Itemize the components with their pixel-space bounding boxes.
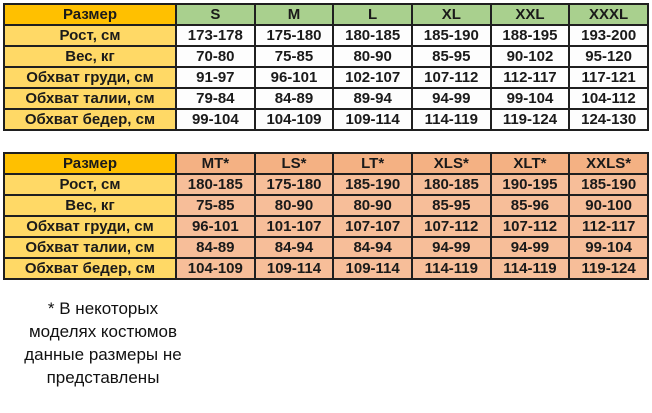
size-value-cell: 193-200 bbox=[569, 25, 648, 46]
size-value-cell: 94-99 bbox=[412, 88, 491, 109]
size-header-cell: XLT* bbox=[491, 153, 570, 174]
size-value-cell: 185-190 bbox=[333, 174, 412, 195]
size-value-cell: 96-101 bbox=[176, 216, 255, 237]
size-value-cell: 188-195 bbox=[491, 25, 570, 46]
size-value-cell: 175-180 bbox=[255, 174, 334, 195]
size-value-cell: 85-95 bbox=[412, 46, 491, 67]
size-value-cell: 104-109 bbox=[176, 258, 255, 279]
size-value-cell: 85-96 bbox=[491, 195, 570, 216]
size-value-cell: 185-190 bbox=[412, 25, 491, 46]
size-value-cell: 80-90 bbox=[333, 46, 412, 67]
table-row bbox=[4, 46, 648, 67]
size-header-cell: L bbox=[333, 4, 412, 25]
size-value-cell: 124-130 bbox=[569, 109, 648, 130]
row-label-cell: Обхват талии, см bbox=[4, 88, 176, 109]
size-value-cell: 104-112 bbox=[569, 88, 648, 109]
table-row bbox=[4, 109, 648, 130]
footnote-line: данные размеры не bbox=[24, 345, 182, 364]
size-value-cell: 180-185 bbox=[176, 174, 255, 195]
size-value-cell: 107-112 bbox=[491, 216, 570, 237]
size-header-cell: XLS* bbox=[412, 153, 491, 174]
size-value-cell: 91-97 bbox=[176, 67, 255, 88]
size-table-height-variants bbox=[3, 152, 649, 280]
size-value-cell: 180-185 bbox=[412, 174, 491, 195]
size-value-cell: 99-104 bbox=[491, 88, 570, 109]
size-value-cell: 107-112 bbox=[412, 216, 491, 237]
size-value-cell: 84-94 bbox=[333, 237, 412, 258]
size-value-cell: 112-117 bbox=[569, 216, 648, 237]
row-label-cell: Обхват груди, см bbox=[4, 67, 176, 88]
size-value-cell: 80-90 bbox=[333, 195, 412, 216]
size-value-cell: 85-95 bbox=[412, 195, 491, 216]
size-value-cell: 79-84 bbox=[176, 88, 255, 109]
row-label-cell: Обхват талии, см bbox=[4, 237, 176, 258]
size-value-cell: 114-119 bbox=[412, 109, 491, 130]
size-value-cell: 114-119 bbox=[412, 258, 491, 279]
table-row bbox=[4, 237, 648, 258]
size-value-cell: 70-80 bbox=[176, 46, 255, 67]
size-value-cell: 90-100 bbox=[569, 195, 648, 216]
size-value-cell: 99-104 bbox=[569, 237, 648, 258]
size-header-cell: XXL bbox=[491, 4, 570, 25]
size-value-cell: 107-107 bbox=[333, 216, 412, 237]
row-label-cell: Рост, см bbox=[4, 174, 176, 195]
size-value-cell: 84-89 bbox=[255, 88, 334, 109]
size-value-cell: 114-119 bbox=[491, 258, 570, 279]
size-value-cell: 94-99 bbox=[412, 237, 491, 258]
size-header-cell: XXLS* bbox=[569, 153, 648, 174]
header-row bbox=[4, 153, 648, 174]
size-value-cell: 112-117 bbox=[491, 67, 570, 88]
size-value-cell: 173-178 bbox=[176, 25, 255, 46]
size-value-cell: 99-104 bbox=[176, 109, 255, 130]
table-row bbox=[4, 195, 648, 216]
size-value-cell: 101-107 bbox=[255, 216, 334, 237]
table-row bbox=[4, 174, 648, 195]
size-value-cell: 109-114 bbox=[333, 109, 412, 130]
size-table-standard bbox=[3, 3, 649, 131]
size-value-cell: 89-94 bbox=[333, 88, 412, 109]
size-value-cell: 185-190 bbox=[569, 174, 648, 195]
footnote-line: * В некоторых bbox=[47, 299, 159, 318]
row-label-cell: Вес, кг bbox=[4, 46, 176, 67]
size-value-cell: 104-109 bbox=[255, 109, 334, 130]
size-value-cell: 190-195 bbox=[491, 174, 570, 195]
row-label-cell: Рост, см bbox=[4, 25, 176, 46]
size-value-cell: 90-102 bbox=[491, 46, 570, 67]
footnote-line: представлены bbox=[46, 368, 160, 387]
size-value-cell: 109-114 bbox=[255, 258, 334, 279]
table-row bbox=[4, 88, 648, 109]
size-header-cell: S bbox=[176, 4, 255, 25]
size-value-cell: 107-112 bbox=[412, 67, 491, 88]
corner-header-cell: Размер bbox=[4, 4, 176, 25]
size-value-cell: 94-99 bbox=[491, 237, 570, 258]
size-value-cell: 109-114 bbox=[333, 258, 412, 279]
size-value-cell: 75-85 bbox=[255, 46, 334, 67]
table-row bbox=[4, 25, 648, 46]
row-label-cell: Обхват бедер, см bbox=[4, 109, 176, 130]
table-row bbox=[4, 216, 648, 237]
size-header-cell: XL bbox=[412, 4, 491, 25]
size-value-cell: 96-101 bbox=[255, 67, 334, 88]
size-value-cell: 75-85 bbox=[176, 195, 255, 216]
footnote-line: моделях костюмов bbox=[28, 322, 178, 341]
size-value-cell: 117-121 bbox=[569, 67, 648, 88]
size-value-cell: 84-89 bbox=[176, 237, 255, 258]
size-header-cell: M bbox=[255, 4, 334, 25]
size-value-cell: 180-185 bbox=[333, 25, 412, 46]
size-value-cell: 102-107 bbox=[333, 67, 412, 88]
table-row bbox=[4, 67, 648, 88]
size-value-cell: 119-124 bbox=[491, 109, 570, 130]
size-header-cell: LS* bbox=[255, 153, 334, 174]
size-header-cell: MT* bbox=[176, 153, 255, 174]
size-value-cell: 175-180 bbox=[255, 25, 334, 46]
size-value-cell: 80-90 bbox=[255, 195, 334, 216]
footnote bbox=[4, 297, 202, 389]
size-value-cell: 119-124 bbox=[569, 258, 648, 279]
corner-header-cell: Размер bbox=[4, 153, 176, 174]
row-label-cell: Обхват груди, см bbox=[4, 216, 176, 237]
row-label-cell: Вес, кг bbox=[4, 195, 176, 216]
size-header-cell: LT* bbox=[333, 153, 412, 174]
size-header-cell: XXXL bbox=[569, 4, 648, 25]
header-row bbox=[4, 4, 648, 25]
table-row bbox=[4, 258, 648, 279]
size-value-cell: 84-94 bbox=[255, 237, 334, 258]
row-label-cell: Обхват бедер, см bbox=[4, 258, 176, 279]
size-value-cell: 95-120 bbox=[569, 46, 648, 67]
